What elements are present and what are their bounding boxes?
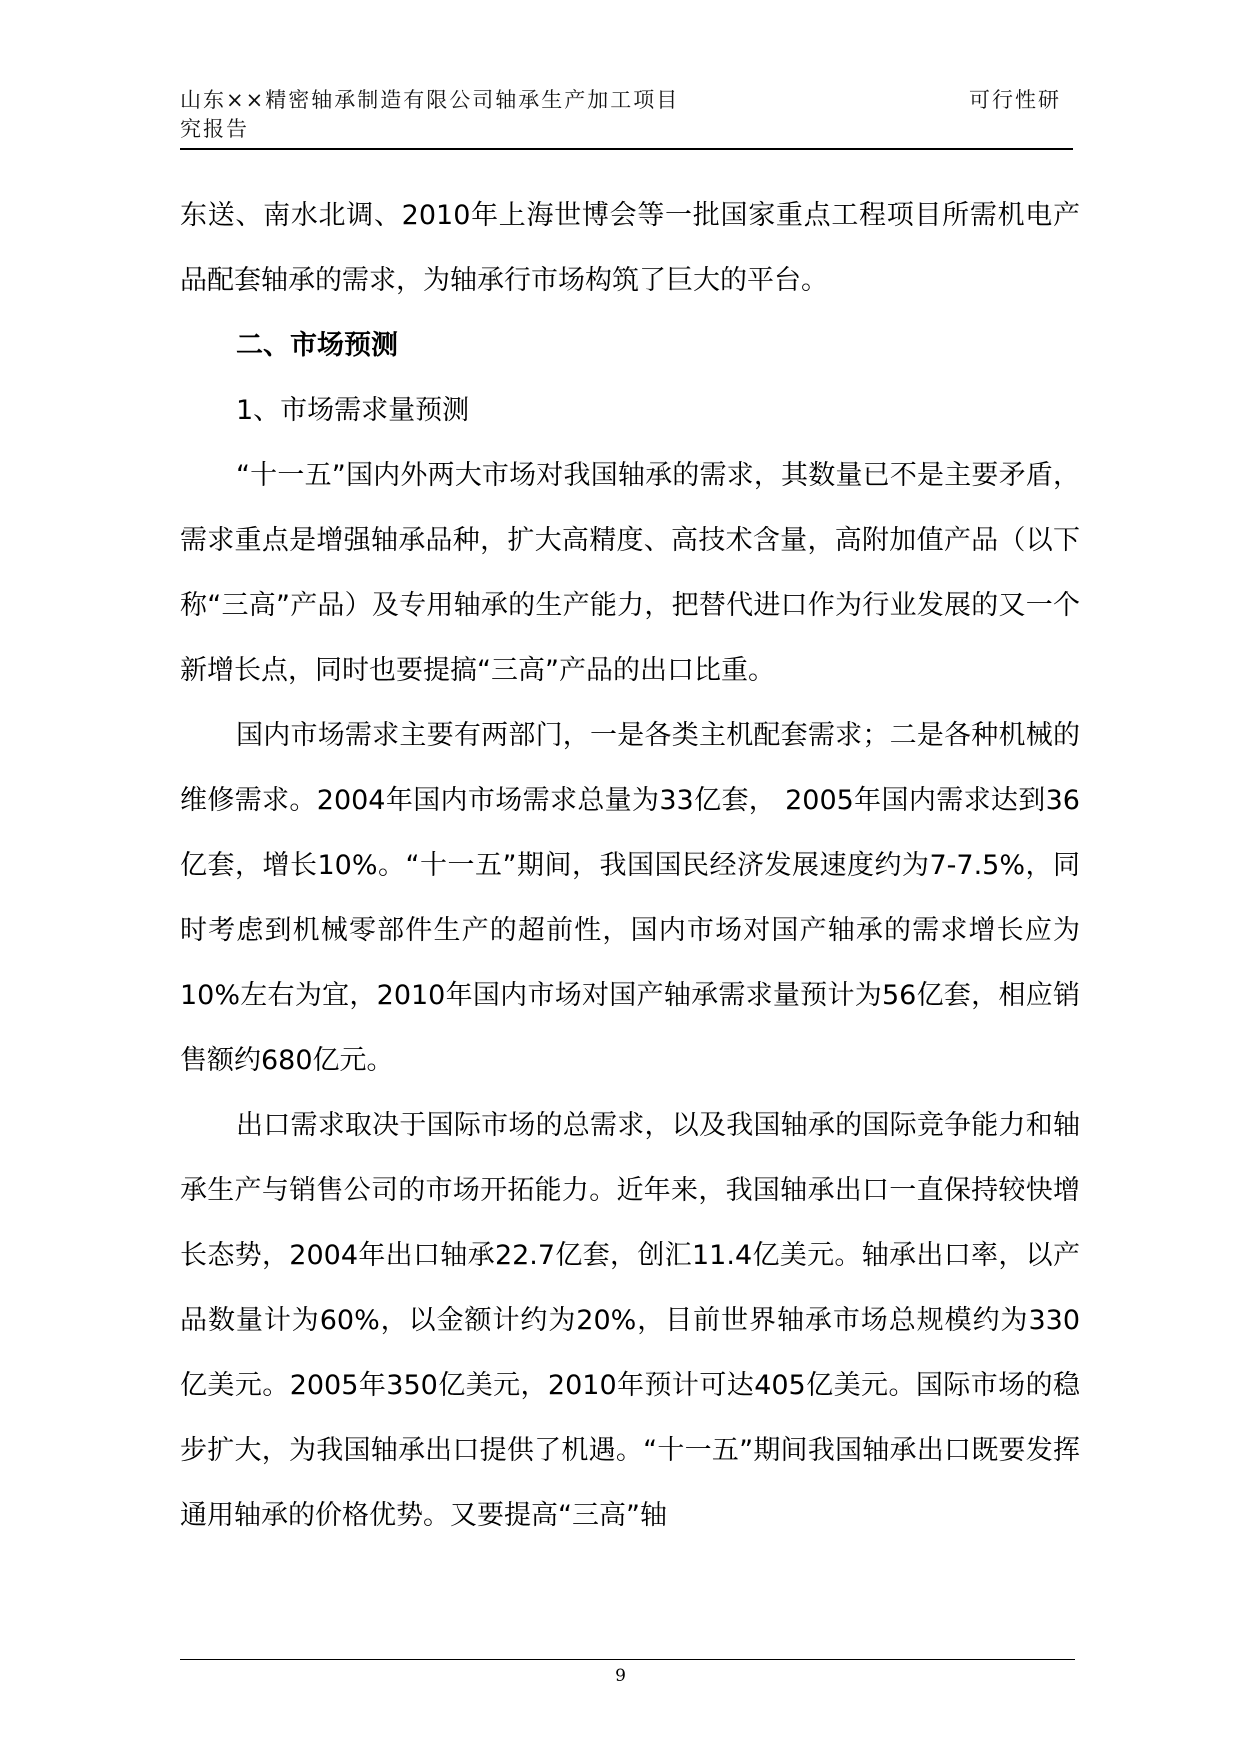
document-body [180, 183, 1080, 1548]
paragraph-demand-overview: “十一五”国内外两大市场对我国轴承的需求，其数量已不是主要矛盾，需求重点是增强轴承品种，扩大高精度、高技术含量，高附加值产品（以下称“三高”产品）及专用轴承的生产能力，把替代进口作为行业发展的又一个新增长点，同时也要提搞“三高”产品的出口比重。 [180, 460, 1080, 686]
header-document-title [180, 86, 680, 144]
header-right-label: 可行性研 [969, 88, 1061, 112]
subheading: 1、市场需求量预测 [236, 395, 470, 426]
page-number: 9 [615, 1666, 626, 1686]
paragraph-domestic-demand: 国内市场需求主要有两部门，一是各类主机配套需求；二是各种机械的维修需求。2004年国内市场需求总量为33亿套， 2005年国内需求达到36亿套，增长10%。“十一五”期间，我国国民经济发展速度约为7-7.5%，同时考虑到机械零部件生产的超前性，国内市场对国产轴承的需求增长应为10%左右为宜，2010年国内市场对国产轴承需求量预计为56亿套，相应销售额约680亿元。 [180, 720, 1080, 1076]
header-title-line1: 山东××精密轴承制造有限公司轴承生产加工项目 [180, 88, 680, 112]
section-heading: 二、市场预测 [236, 330, 398, 361]
footer-divider [180, 1659, 1075, 1660]
header-title-line2: 究报告 [180, 117, 249, 141]
page-header [180, 86, 1073, 148]
paragraph-continuation: 东送、南水北调、2010年上海世博会等一批国家重点工程项目所需机电产品配套轴承的需求，为轴承行市场构筑了巨大的平台。 [180, 200, 1080, 296]
header-divider [180, 148, 1073, 150]
paragraph-export-demand: 出口需求取决于国际市场的总需求，以及我国轴承的国际竞争能力和轴承生产与销售公司的市场开拓能力。近年来，我国轴承出口一直保持较快增长态势，2004年出口轴承22.7亿套，创汇11.4亿美元。轴承出口率，以产品数量计为60%，以金额计约为20%，目前世界轴承市场总规模约为330亿美元。2005年350亿美元，2010年预计可达405亿美元。国际市场的稳步扩大，为我国轴承出口提供了机遇。“十一五”期间我国轴承出口既要发挥通用轴承的价格优势。又要提高“三高”轴 [180, 1110, 1080, 1531]
